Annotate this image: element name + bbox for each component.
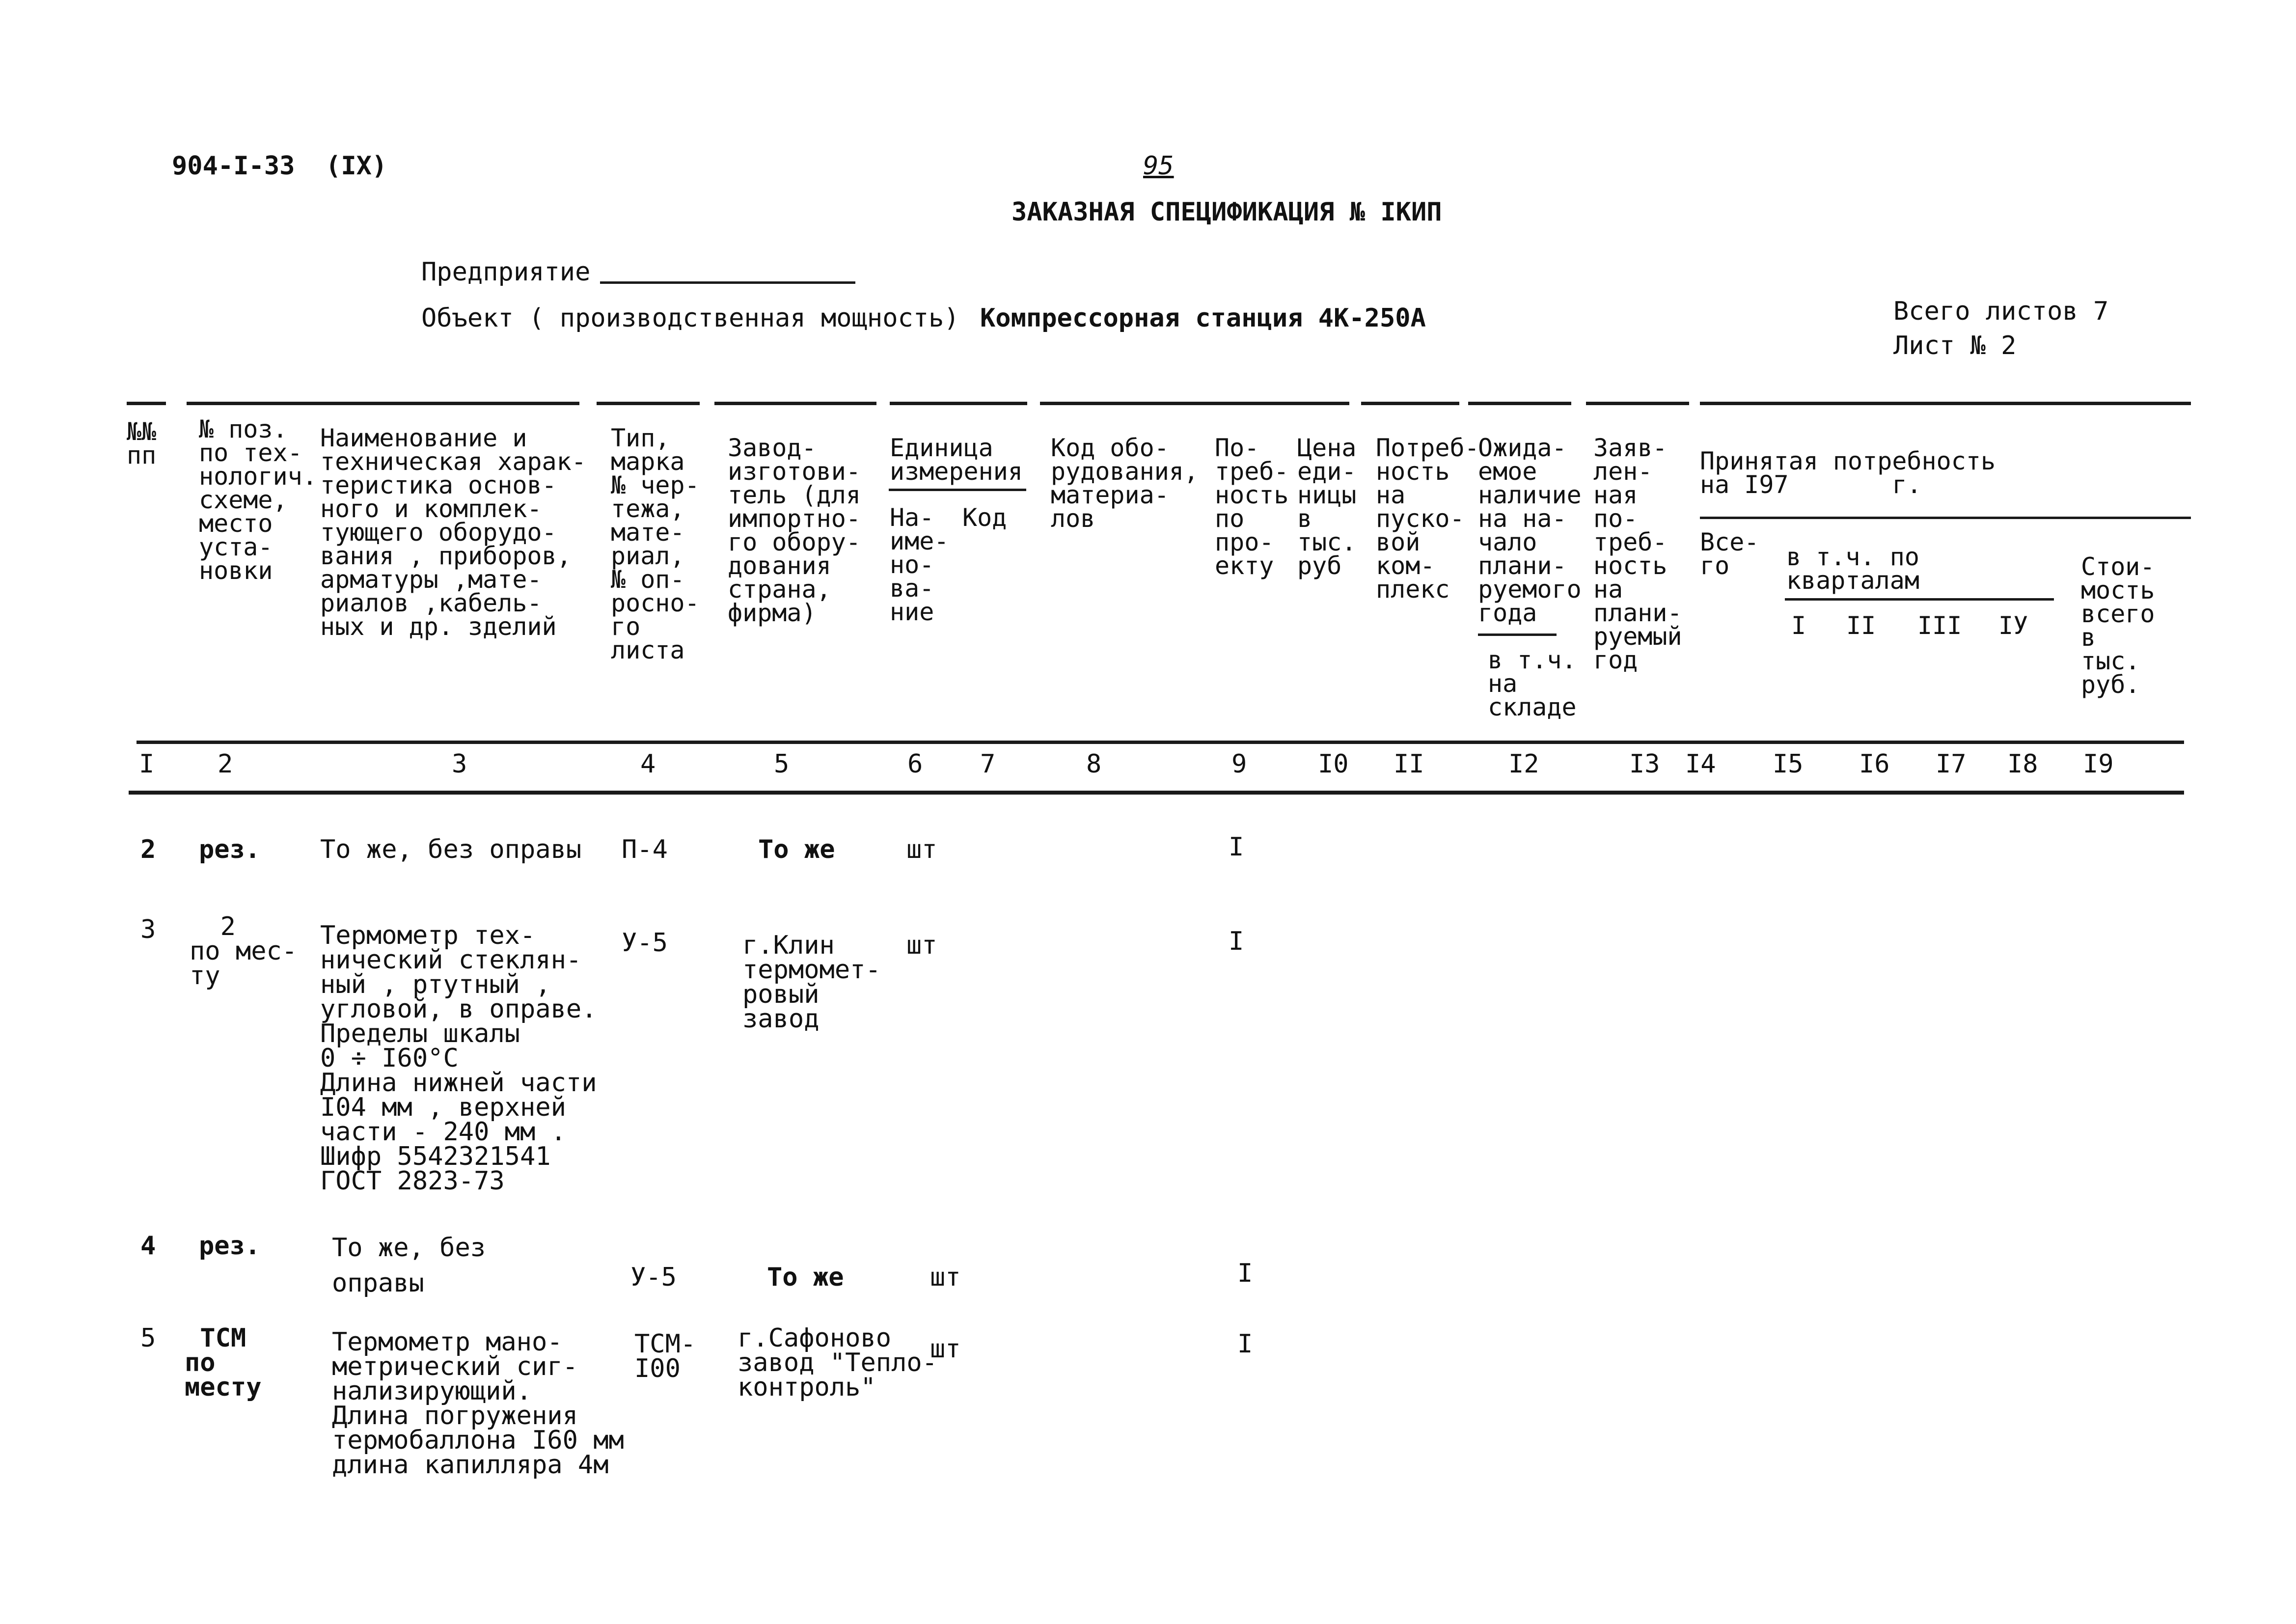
row-maker: То же xyxy=(758,835,835,864)
column-number: 9 xyxy=(1231,749,1247,779)
header-col-4: Тип, марка № чер- тежа, мате- риал, № оп- росно- го листа xyxy=(611,424,700,664)
column-number: I4 xyxy=(1685,749,1716,779)
row-name: То же, без оправы xyxy=(320,835,582,864)
header-col-19: Стои- мость всего в тыс. руб. xyxy=(2081,552,2155,699)
column-number: I9 xyxy=(2083,749,2114,779)
row-position: рез. xyxy=(199,1231,261,1261)
row-unit: шт xyxy=(930,1263,961,1292)
row-type: П-4 xyxy=(622,835,668,864)
row-position: 2 по мес- ту xyxy=(190,912,298,991)
row-quantity: I xyxy=(1237,1259,1253,1288)
header-col-12: Ожида- емое наличие на на- чало плани- руемого года xyxy=(1478,434,1582,627)
header-col-17: III xyxy=(1917,611,1962,640)
column-number: 4 xyxy=(640,749,656,779)
column-numbers-bottom-rule xyxy=(129,791,2184,795)
header-col-10: Цена еди- ницы в тыс. руб xyxy=(1297,434,1357,580)
column-number: 5 xyxy=(774,749,790,779)
row-maker: г.Клин термомет- ровый завод xyxy=(742,931,881,1034)
column-number: I8 xyxy=(2007,749,2038,779)
row-name: Термометр тех- нический стеклян- ный , ртутный , угловой, в оправе. Пределы шкалы 0 ÷ I60°С Длина нижней части I04 мм , верхней части - 240 мм . Шифр 5542321541 ГОСТ 2823-73 xyxy=(320,921,597,1196)
column-number: 2 xyxy=(218,749,233,779)
row-number: 3 xyxy=(140,915,156,944)
row-position: ТСМ по месту xyxy=(185,1323,262,1402)
document-title: ЗАКАЗНАЯ СПЕЦИФИКАЦИЯ № IКИП xyxy=(1011,197,1442,227)
row-position: рез. xyxy=(199,835,261,864)
row-number: 5 xyxy=(140,1323,156,1353)
header-col-1: №№ пп xyxy=(127,417,157,469)
header-col-7: Код xyxy=(962,503,1007,532)
col-12-sub-rule xyxy=(1478,633,1557,636)
row-type: ТСМ- I00 xyxy=(634,1329,696,1383)
row-quantity: I xyxy=(1229,832,1244,862)
column-number: I2 xyxy=(1508,749,1539,779)
row-number: 4 xyxy=(140,1231,156,1261)
row-number: 2 xyxy=(140,835,156,864)
object-label: Объект ( производственная мощность) xyxy=(421,303,959,333)
column-number: I5 xyxy=(1773,749,1804,779)
header-col-11: Потреб- ность на пуско- вой ком- плекс xyxy=(1376,434,1479,604)
header-col-12-sub: в т.ч. на складе xyxy=(1488,646,1577,721)
row-type: У-5 xyxy=(622,928,668,958)
header-unit-group: Единица измерения xyxy=(890,434,1023,486)
row-name: То же, без оправы xyxy=(332,1233,486,1298)
header-col-9: По- треб- ность по про- екту xyxy=(1215,434,1289,580)
column-number: I0 xyxy=(1318,749,1349,779)
row-maker: г.Сафоново завод "Тепло- контроль" xyxy=(738,1323,937,1402)
row-unit: шт xyxy=(930,1334,961,1364)
row-quantity: I xyxy=(1237,1329,1253,1359)
enterprise-blank-line xyxy=(600,281,855,284)
header-col-13: Заяв- лен- ная по- треб- ность на плани- руемый год xyxy=(1593,434,1682,674)
row-quantity: I xyxy=(1229,927,1244,956)
header-col-18: IУ xyxy=(1998,611,2028,640)
column-number: I3 xyxy=(1629,749,1660,779)
row-unit: шт xyxy=(906,931,937,960)
accepted-need-rule xyxy=(1700,517,2191,519)
column-number: 7 xyxy=(980,749,996,779)
document-code: 904-I-33 (IX) xyxy=(172,151,387,181)
column-number: I xyxy=(139,749,155,779)
column-number: 3 xyxy=(452,749,467,779)
header-col-16: II xyxy=(1846,611,1876,640)
header-col-8: Код обо- рудования, материа- лов xyxy=(1051,434,1199,533)
page-number: 95 xyxy=(1143,151,1174,181)
header-col-6: На- име- но- ва- ние xyxy=(890,503,949,626)
object-value: Компрессорная станция 4К-250А xyxy=(980,303,1426,333)
quarters-rule xyxy=(1785,598,2054,601)
column-number: 6 xyxy=(907,749,923,779)
sheets-total: Всего листов 7 xyxy=(1893,297,2109,326)
row-maker: То же xyxy=(767,1263,844,1292)
header-col-15: I xyxy=(1791,611,1806,640)
header-col-3: Наименование и техническая харак- теристика основ- ного и комплек- тующего оборудо- вания , приборов, арматуры ,мате- риалов ,кабель- ных и др. зделий xyxy=(320,424,586,641)
column-number: I6 xyxy=(1859,749,1890,779)
header-col-14: Все- го xyxy=(1700,528,1759,580)
header-col-2: № поз. по тех- нологич. схеме, место уста- новки xyxy=(199,415,317,585)
row-unit: шт xyxy=(906,835,937,864)
header-quarters: в т.ч. по кварталам xyxy=(1786,543,1919,595)
column-number: I7 xyxy=(1936,749,1967,779)
header-bottom-rule xyxy=(137,741,2184,744)
column-number: II xyxy=(1394,749,1424,779)
row-name: Термометр мано- метрический сиг- нализирующий. Длина погружения термобаллона I60 мм длина капилляра 4м xyxy=(332,1327,624,1480)
column-number: 8 xyxy=(1086,749,1102,779)
sheet-number: Лист № 2 xyxy=(1893,331,2017,360)
row-type: У-5 xyxy=(630,1263,677,1292)
unit-group-rule xyxy=(889,489,1026,491)
header-col-5: Завод- изготови- тель (для импортно- го обору- дования страна, фирма) xyxy=(728,434,861,627)
header-accepted-need: Принятая потребность на I97 г. xyxy=(1700,447,1996,499)
enterprise-label: Предприятие xyxy=(421,257,591,287)
